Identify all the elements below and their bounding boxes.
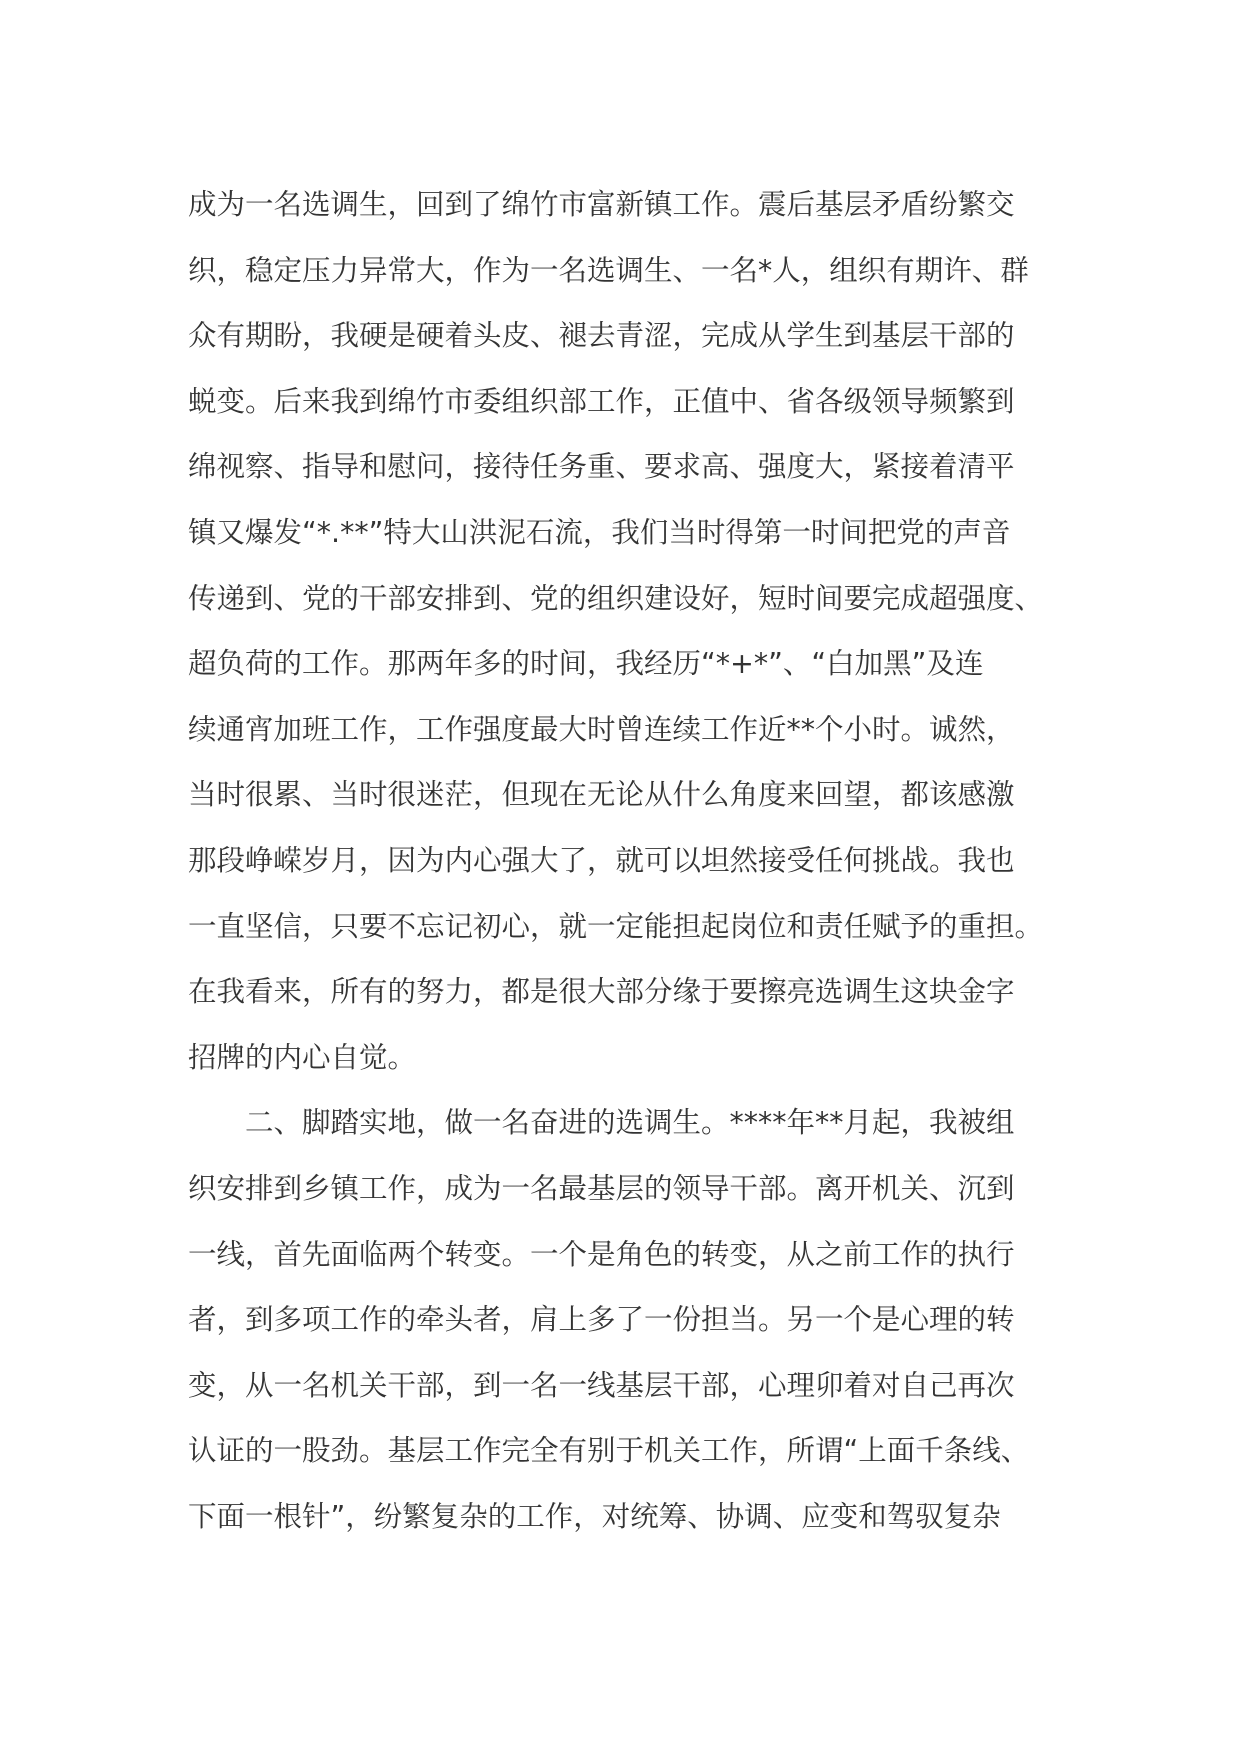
text-line: 二、脚踏实地，做一名奋进的选调生。****年**月起，我被组 xyxy=(188,1106,1015,1140)
text-line: 镇又爆发“*.**”特大山洪泥石流，我们当时得第一时间把党的声音 xyxy=(188,515,1011,549)
text-line: 一直坚信，只要不忘记初心，就一定能担起岗位和责任赋予的重担。 xyxy=(188,909,1044,943)
text-line: 众有期盼，我硬是硬着头皮、褪去青涩，完成从学生到基层干部的 xyxy=(188,319,1015,353)
text-line: 续通宵加班工作，工作强度最大时曾连续工作近**个小时。诚然， xyxy=(188,712,1015,746)
body-text xyxy=(188,172,1058,1549)
text-line: 绵视察、指导和慰问，接待任务重、要求高、强度大，紧接着清平 xyxy=(188,450,1015,484)
text-line: 者，到多项工作的牵头者，肩上多了一份担当。另一个是心理的转 xyxy=(188,1303,1015,1337)
text-line: 织安排到乡镇工作，成为一名最基层的领导干部。离开机关、沉到 xyxy=(188,1171,1015,1205)
text-line: 超负荷的工作。那两年多的时间，我经历“*+*”、“白加黑”及连 xyxy=(188,647,984,681)
text-line: 在我看来，所有的努力，都是很大部分缘于要擦亮选调生这块金字 xyxy=(188,975,1015,1009)
text-line: 那段峥嵘岁月，因为内心强大了，就可以坦然接受任何挑战。我也 xyxy=(188,843,1015,877)
text-line: 传递到、党的干部安排到、党的组织建设好，短时间要完成超强度、 xyxy=(188,581,1044,615)
text-line: 织，稳定压力异常大，作为一名选调生、一名*人，组织有期许、群 xyxy=(188,253,1029,287)
text-line: 当时很累、当时很迷茫，但现在无论从什么角度来回望，都该感激 xyxy=(188,778,1015,812)
text-line: 变，从一名机关干部，到一名一线基层干部，心理卯着对自己再次 xyxy=(188,1368,1015,1402)
text-line: 认证的一股劲。基层工作完全有别于机关工作，所谓“上面千条线、 xyxy=(188,1434,1030,1468)
text-line: 下面一根针”，纷繁复杂的工作，对统筹、协调、应变和驾驭复杂 xyxy=(188,1499,1001,1533)
text-line: 成为一名选调生，回到了绵竹市富新镇工作。震后基层矛盾纷繁交 xyxy=(188,188,1015,221)
text-line: 招牌的内心自觉。 xyxy=(188,1040,417,1074)
text-line: 蜕变。后来我到绵竹市委组织部工作，正值中、省各级领导频繁到 xyxy=(188,384,1015,418)
text-line: 一线，首先面临两个转变。一个是角色的转变，从之前工作的执行 xyxy=(188,1237,1015,1271)
